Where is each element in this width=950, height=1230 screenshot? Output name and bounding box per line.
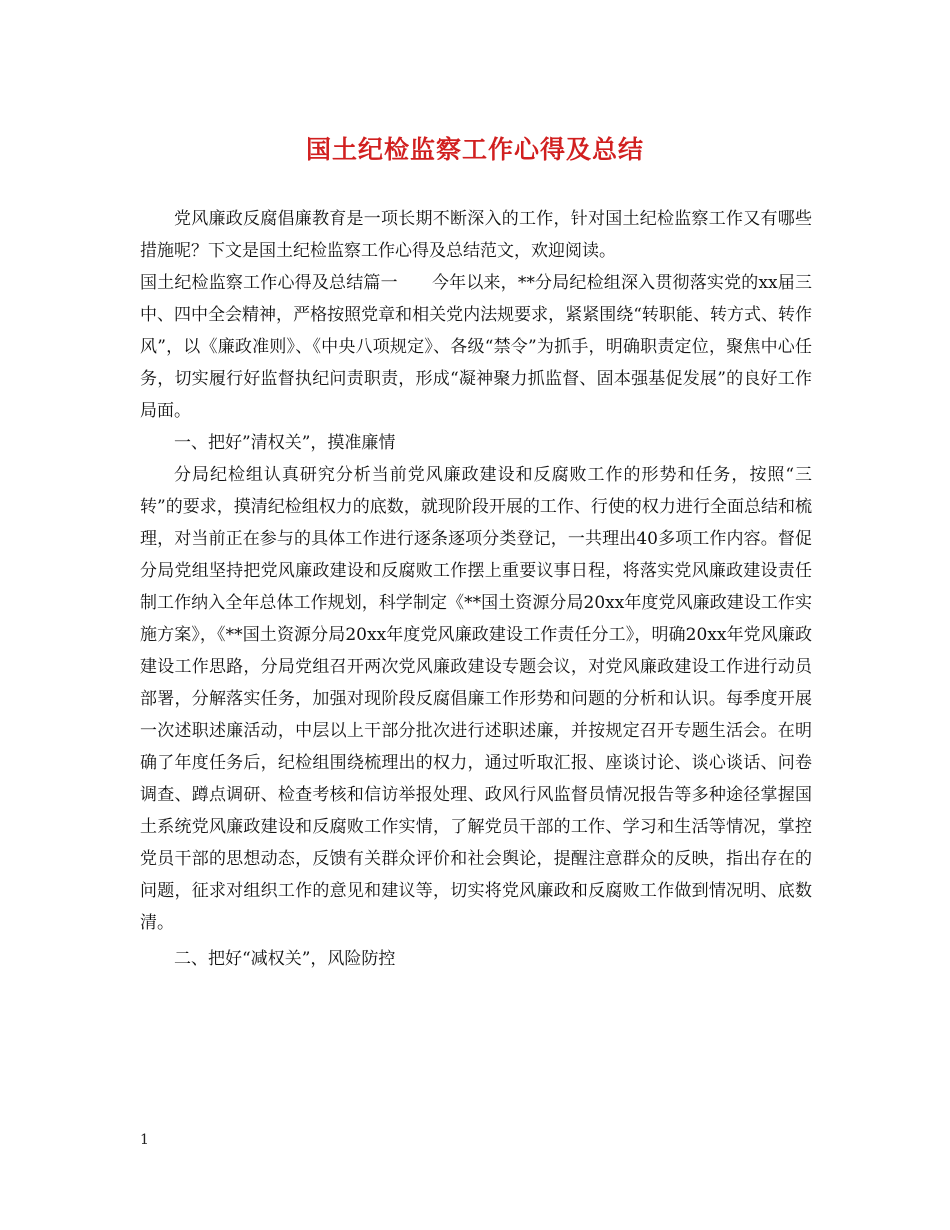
article-opening-paragraph — [140, 267, 812, 427]
section-body-1: 分局纪检组认真研究分析当前党风廉政建设和反腐败工作的形势和任务，按照“三转”的要求，摸清纪检组权力的底数，就现阶段开展的工作、行使的权力进行全面总结和梳理，对当前正在参与的具体工作进行逐条逐项分类登记，一共理出40多项工作内容。督促分局党组坚持把党风廉政建设和反腐败工作摆上重要议事日程，将落实党风廉政建设责任制工作纳入全年总体工作规划，科学制定《**国土资源分局20xx年度党风廉政建设工作实施方案》，《**国土资源分局20xx年度党风廉政建设工作责任分工》，明确20xx年党风廉政建设工作思路，分局党组召开两次党风廉政建设专题会议，对党风廉政建设工作进行动员部署，分解落实任务，加强对现阶段反腐倡廉工作形势和问题的分析和认识。每季度开展一次述职述廉活动，中层以上干部分批次进行述职述廉，并按规定召开专题生活会。在明确了年度任务后，纪检组围绕梳理出的权力，通过听取汇报、座谈讨论、谈心谈话、问卷调查、蹲点调研、检查考核和信访举报处理、政风行风监督员情况报告等多种途径掌握国土系统党风廉政建设和反腐败工作实情，了解党员干部的工作、学习和生活等情况，掌控党员干部的思想动态，反馈有关群众评价和社会舆论，提醒注意群众的反映，指出存在的问题，征求对组织工作的意见和建议等，切实将党风廉政和反腐败工作做到情况明、底数清。 — [140, 465, 812, 933]
section-heading-1: 一、把好”清权关”，摸准廉情 — [174, 433, 396, 453]
page-number: 1 — [140, 1132, 149, 1148]
section-heading-2: 二、把好“减权关”，风险防控 — [174, 949, 396, 969]
document-title: 国土纪检监察工作心得及总结 — [305, 135, 644, 164]
intro-paragraph: 党风廉政反腐倡廉教育是一项长期不断深入的工作，针对国土纪检监察工作又有哪些措施呢？下文是国土纪检监察工作心得及总结范文，欢迎阅读。 — [140, 209, 812, 261]
article-label: 国土纪检监察工作心得及总结篇一 — [140, 273, 398, 293]
article-opening-text: 今年以来，**分局纪检组深入贯彻落实党的xx届三中、四中全会精神，严格按照党章和相关党内法规要求，紧紧围绕“转职能、转方式、转作风”，以《廉政准则》、《中央八项规定》、各级“禁令”为抓手，明确职责定位，聚焦中心任务，切实履行好监督执纪问责职责，形成“凝神聚力抓监督、固本强基促发展”的良好工作局面。 — [140, 273, 812, 421]
document-body — [140, 203, 812, 975]
